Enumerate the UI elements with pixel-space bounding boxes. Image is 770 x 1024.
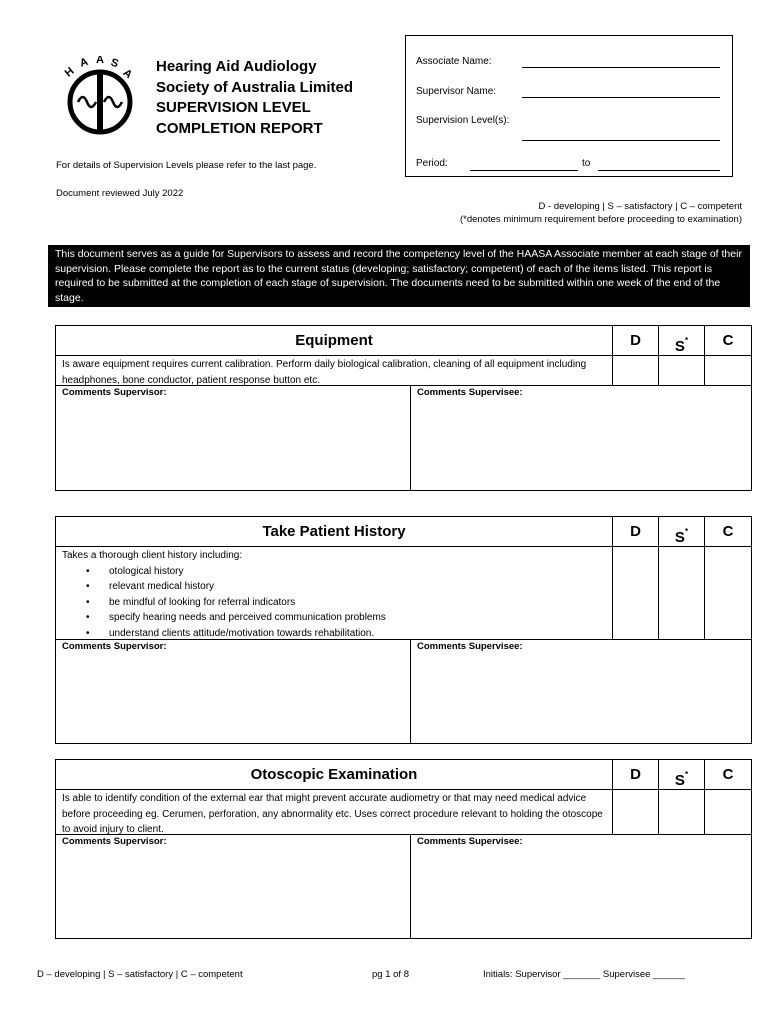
page-number: pg 1 of 8	[372, 969, 409, 980]
supervisor-comments-field[interactable]: Comments Supervisor:	[56, 835, 411, 938]
haasa-logo-icon	[64, 56, 136, 136]
history-bullet-list	[62, 564, 606, 642]
column-s: S*	[659, 760, 705, 789]
section-patient-history	[55, 516, 752, 744]
list-item: • be mindful of looking for referral indicators	[62, 595, 606, 611]
supervisee-comments-field[interactable]: Comments Supervisee:	[417, 387, 523, 398]
supervisee-comments-field[interactable]: Comments Supervisee:	[417, 836, 523, 847]
section-title: Otoscopic Examination	[56, 760, 613, 789]
supervisor-comments-field[interactable]: Comments Supervisor:	[56, 386, 411, 490]
footer-initials: Initials: Supervisor _______ Supervisee ______	[483, 969, 685, 980]
rating-s-cell[interactable]	[659, 547, 705, 639]
column-d: D	[613, 326, 659, 355]
rating-d-cell[interactable]	[613, 547, 659, 639]
section-title: Take Patient History	[56, 517, 613, 546]
rating-s-cell[interactable]	[659, 790, 705, 834]
supervisor-name-label: Supervisor Name:	[416, 86, 497, 97]
rating-d-cell[interactable]	[613, 790, 659, 834]
rating-d-cell[interactable]	[613, 356, 659, 385]
period-to-label: to	[582, 158, 591, 169]
supervisor-comments-field[interactable]: Comments Supervisor:	[56, 640, 411, 743]
period-end-field[interactable]	[598, 170, 720, 171]
org-name-line2: Society of Australia Limited	[156, 78, 353, 96]
section-title: Equipment	[56, 326, 613, 355]
rating-s-cell[interactable]	[659, 356, 705, 385]
rating-c-cell[interactable]	[705, 356, 751, 385]
description-intro: Takes a thorough client history including:	[62, 550, 243, 561]
supervisee-comments-field[interactable]: Comments Supervisee:	[417, 641, 523, 652]
reviewed-date: Document reviewed July 2022	[56, 188, 184, 199]
svg-text:H: H	[64, 65, 77, 80]
svg-text:A: A	[78, 56, 90, 70]
list-item: • otological history	[62, 564, 606, 580]
minimum-requirement-note: (*denotes minimum requirement before proceeding to examination)	[460, 214, 742, 225]
associate-name-label: Associate Name:	[416, 56, 492, 67]
column-d: D	[613, 760, 659, 789]
period-start-field[interactable]	[470, 170, 578, 171]
org-name-line1: Hearing Aid Audiology	[156, 58, 317, 75]
svg-text:A: A	[96, 56, 104, 66]
column-s: S*	[659, 517, 705, 546]
period-label: Period:	[416, 158, 448, 169]
section-description: Is aware equipment requires current calibration. Perform daily biological calibration, cleaning of all equipment including headphones, bone conductor, patient response button etc.	[56, 356, 613, 385]
associate-name-field[interactable]	[522, 67, 720, 68]
column-d: D	[613, 517, 659, 546]
report-title-line2: COMPLETION REPORT	[156, 119, 323, 137]
rating-c-cell[interactable]	[705, 790, 751, 834]
supervision-levels-label: Supervision Level(s):	[416, 115, 510, 126]
supervisor-name-field[interactable]	[522, 97, 720, 98]
refer-note: For details of Supervision Levels please refer to the last page.	[56, 160, 317, 171]
report-title-line1: SUPERVISION LEVEL	[156, 99, 311, 116]
section-equipment	[55, 325, 752, 491]
section-description	[56, 547, 613, 639]
list-item: • understand clients attitude/motivation towards rehabilitation.	[62, 626, 606, 642]
rating-legend: D - developing | S – satisfactory | C – competent	[538, 201, 742, 212]
section-otoscopic-examination	[55, 759, 752, 939]
column-s: S*	[659, 326, 705, 355]
column-c: C	[722, 766, 734, 783]
svg-text:A: A	[120, 66, 135, 82]
footer-legend: D – developing | S – satisfactory | C – competent	[37, 969, 243, 980]
column-c: C	[722, 523, 734, 540]
org-header	[156, 57, 353, 139]
associate-info-box	[405, 35, 733, 177]
list-item: • specify hearing needs and perceived communication problems	[62, 610, 606, 626]
column-c: C	[722, 332, 734, 349]
rating-c-cell[interactable]	[705, 547, 751, 639]
intro-banner: This document serves as a guide for Supervisors to assess and record the competency level of the HAASA Associate member at each stage of their supervision. Please complete the report as to the current status (developing; satisfactory; competent) of each of the items listed. This report is required to be submitted at the completion of each stage of supervision. The documents need to be submitted within one week of the end of the stage.	[48, 245, 750, 307]
list-item: • relevant medical history	[62, 579, 606, 595]
svg-text:S: S	[109, 56, 120, 71]
supervision-levels-field[interactable]	[522, 140, 720, 141]
section-description: Is able to identify condition of the external ear that might prevent accurate audiometry or that may need medical advice before proceeding eg. Cerumen, perforation, any abnormality etc. Uses correct procedure relevant to holding the otoscope to avoid injury to client.	[56, 790, 613, 834]
